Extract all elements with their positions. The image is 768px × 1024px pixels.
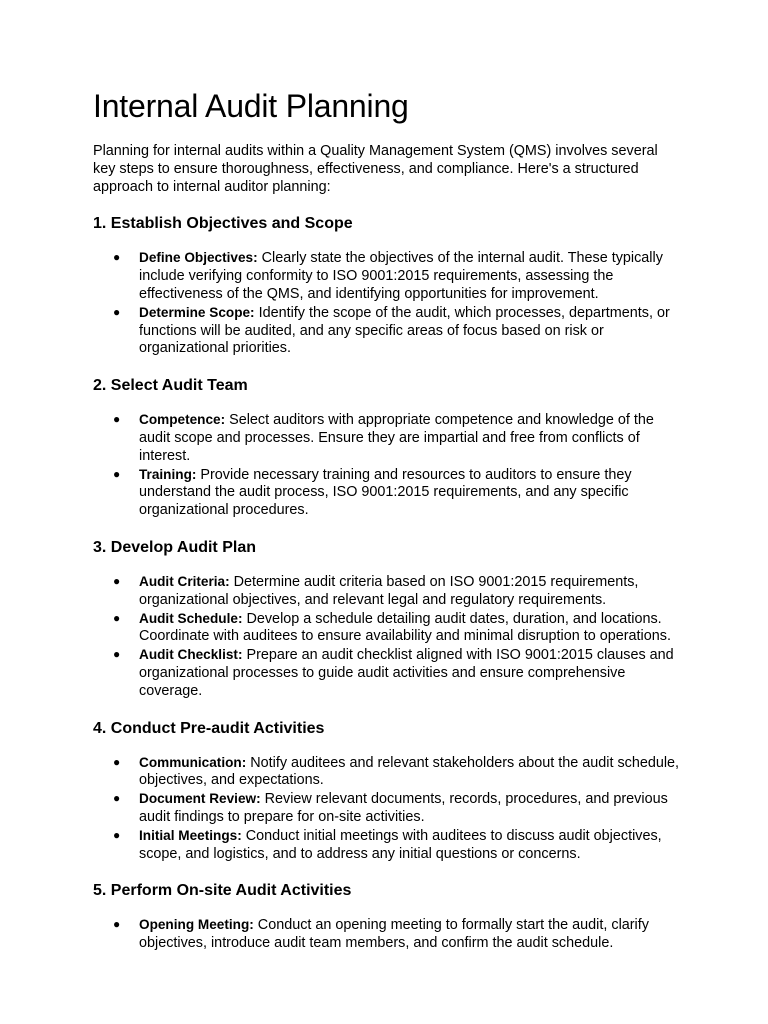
item-term: Initial Meetings: (139, 827, 242, 843)
list-item (93, 646, 683, 700)
item-text: Identify the scope of the audit, which processes, departments, or functions will be audited, and any specific areas of focus based on risk or organizational priorities. (139, 304, 670, 357)
bullet-icon: ● (113, 250, 121, 265)
item-term: Audit Checklist: (139, 647, 243, 663)
bullet-list (93, 411, 683, 520)
bullet-icon: ● (113, 610, 121, 625)
item-text: Select auditors with appropriate competence and knowledge of the audit scope and processes. Ensure they are impartial and free from conflicts of interest. (139, 412, 654, 464)
list-item (93, 304, 683, 358)
bullet-list (93, 754, 683, 864)
item-text: Determine audit criteria based on ISO 9001:2015 requirements, organizational objectives, and relevant legal and regulatory requirements. (139, 573, 639, 608)
document-page (93, 86, 683, 971)
item-text: Conduct an opening meeting to formally start the audit, clarify objectives, introduce audit team members, and confirm the audit schedule. (139, 917, 649, 952)
list-item (93, 249, 683, 303)
bullet-icon: ● (113, 466, 121, 481)
list-item (93, 916, 683, 953)
item-text: Prepare an audit checklist aligned with ISO 9001:2015 clauses and organizational processes to guide audit activities and ensure comprehensive coverage. (139, 647, 674, 699)
list-item (93, 573, 683, 610)
bullet-icon: ● (113, 917, 121, 932)
intro-paragraph: Planning for internal audits within a Quality Management System (QMS) involves several key steps to ensure thoroughness, effectiveness, and compliance. Here's a structured approach to internal auditor planning: (93, 143, 658, 195)
bullet-icon: ● (113, 647, 121, 662)
section-heading: 2. Select Audit Team (93, 377, 248, 395)
bullet-icon: ● (113, 412, 121, 427)
bullet-icon: ● (113, 304, 121, 319)
bullet-icon: ● (113, 791, 121, 806)
item-term: Audit Criteria: (139, 573, 230, 589)
item-term: Opening Meeting: (139, 917, 254, 933)
item-text: Clearly state the objectives of the internal audit. These typically include verifying conformity to ISO 9001:2015 requirements, assessing the effectiveness of the QMS, and identifying opportunities for improvement. (139, 250, 663, 302)
bullet-icon: ● (113, 754, 121, 769)
list-item (93, 466, 683, 520)
bullet-list (93, 916, 683, 953)
list-item (93, 827, 683, 864)
list-item (93, 411, 683, 465)
sections-container (93, 214, 683, 953)
item-term: Document Review: (139, 791, 261, 807)
bullet-icon: ● (113, 827, 121, 842)
item-term: Competence: (139, 412, 226, 428)
list-item (93, 754, 683, 791)
item-text: Develop a schedule detailing audit dates, duration, and locations. Coordinate with auditees to ensure availability and minimal disruption to operations. (139, 610, 671, 645)
item-term: Determine Scope: (139, 304, 255, 320)
bullet-list (93, 573, 683, 701)
item-term: Training: (139, 466, 197, 482)
section-heading: 1. Establish Objectives and Scope (93, 215, 353, 233)
bullet-icon: ● (113, 573, 121, 588)
item-text: Review relevant documents, records, procedures, and previous audit findings to prepare for on-site activities. (139, 791, 668, 825)
item-text: Provide necessary training and resources to auditors to ensure they understand the audit process, ISO 9001:2015 requirements, and any specific organizational procedures. (139, 466, 632, 519)
section-heading: 4. Conduct Pre-audit Activities (93, 719, 325, 737)
section-heading: 3. Develop Audit Plan (93, 538, 256, 556)
item-term: Define Objectives: (139, 250, 258, 266)
item-text: Notify auditees and relevant stakeholders about the audit schedule, objectives, and expectations. (139, 754, 680, 789)
item-term: Audit Schedule: (139, 610, 243, 626)
bullet-list (93, 249, 683, 358)
list-item (93, 610, 683, 647)
item-text: Conduct initial meetings with auditees to discuss audit objectives, scope, and logistics, and to address any initial questions or concerns. (139, 827, 662, 862)
section-heading: 5. Perform On-site Audit Activities (93, 882, 352, 900)
list-item (93, 790, 683, 827)
document-title: Internal Audit Planning (93, 88, 409, 124)
item-term: Communication: (139, 754, 247, 770)
